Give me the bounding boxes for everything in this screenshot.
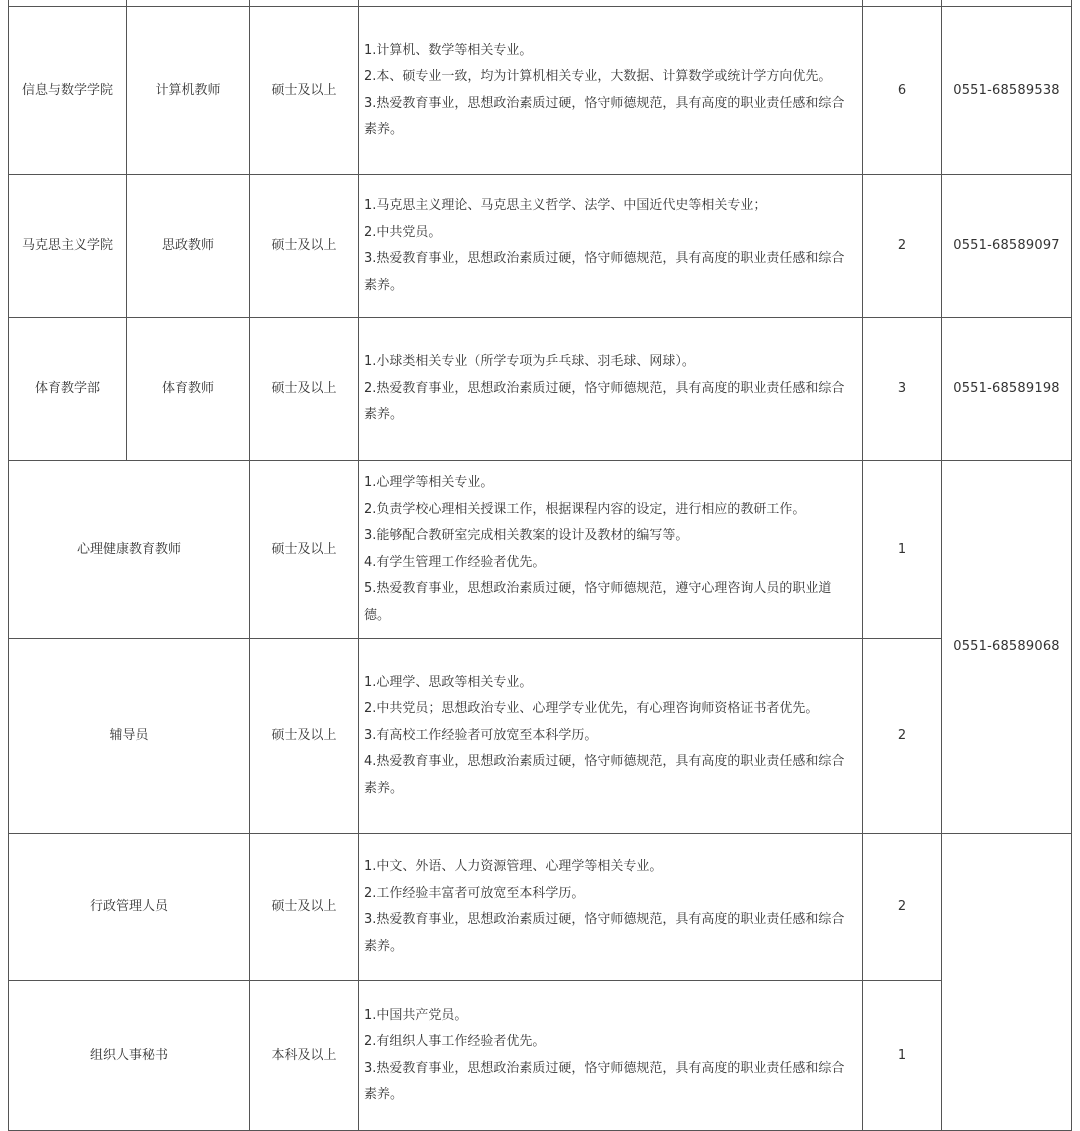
requirement-item: 3.热爱教育事业，思想政治素质过硬，恪守师德规范，具有高度的职业责任感和综合素养。 (364, 912, 845, 954)
requirements-cell (359, 7, 863, 175)
count-cell: 2 (863, 639, 942, 834)
requirements-cell (359, 639, 863, 834)
education-cell: 硕士及以上 (250, 834, 359, 981)
position-cell: 计算机教师 (127, 7, 250, 175)
requirement-item: 3.能够配合教研室完成相关教案的设计及教材的编写等。 (364, 528, 689, 543)
requirement-item: 1.心理学、思政等相关专业。 (364, 674, 533, 690)
phone-cell: 0551-68589198 (942, 318, 1072, 461)
table-row (9, 461, 1072, 639)
requirement-item: 2.有组织人事工作经验者优先。 (364, 1034, 546, 1049)
requirement-item: 2.工作经验丰富者可放宽至本科学历。 (364, 885, 585, 901)
count-cell: 2 (863, 175, 942, 318)
position-cell: 心理健康教育教师 (9, 461, 250, 639)
requirement-item: 2.中共党员；思想政治专业、心理学专业优先，有心理咨询师资格证书者优先。 (364, 701, 819, 717)
requirements-cell (359, 461, 863, 639)
education-cell: 本科及以上 (250, 981, 359, 1131)
requirement-item: 2.中共党员。 (364, 224, 442, 240)
table-row (9, 981, 1072, 1131)
dept-cell: 体育教学部 (9, 318, 127, 461)
table-row (9, 318, 1072, 461)
requirement-item: 4.热爱教育事业，思想政治素质过硬，恪守师德规范，具有高度的职业责任感和综合素养。 (364, 754, 845, 796)
position-cell: 思政教师 (127, 175, 250, 318)
recruitment-table (8, 0, 1072, 1131)
phone-cell: 0551-68589097 (942, 175, 1072, 318)
position-cell: 辅导员 (9, 639, 250, 834)
count-cell: 3 (863, 318, 942, 461)
requirement-item: 2.本、硕专业一致，均为计算机相关专业，大数据、计算数学或统计学方向优先。 (364, 69, 832, 84)
requirements-cell (359, 981, 863, 1131)
requirement-item: 1.马克思主义理论、马克思主义哲学、法学、中国近代史等相关专业； (364, 198, 767, 213)
requirement-item: 1.中文、外语、人力资源管理、心理学等相关专业。 (364, 859, 663, 874)
table-row (9, 639, 1072, 834)
requirement-item: 3.热爱教育事业，思想政治素质过硬，恪守师德规范，具有高度的职业责任感和综合素养。 (364, 95, 845, 137)
table-row (9, 175, 1072, 318)
education-cell: 硕士及以上 (250, 639, 359, 834)
requirement-item: 1.小球类相关专业（所学专项为乒乓球、羽毛球、网球）。 (364, 354, 695, 370)
phone-cell: 0551-68589538 (942, 7, 1072, 175)
requirement-item: 2.负责学校心理相关授课工作，根据课程内容的设定，进行相应的教研工作。 (364, 501, 806, 517)
requirement-item: 1.心理学等相关专业。 (364, 475, 494, 490)
position-cell: 行政管理人员 (9, 834, 250, 981)
dept-cell: 马克思主义学院 (9, 175, 127, 318)
requirement-item: 3.热爱教育事业，思想政治素质过硬，恪守师德规范，具有高度的职业责任感和综合素养。 (364, 1060, 845, 1102)
count-cell: 1 (863, 981, 942, 1131)
education-cell: 硕士及以上 (250, 461, 359, 639)
education-cell: 硕士及以上 (250, 7, 359, 175)
table-row (9, 7, 1072, 175)
position-cell: 体育教师 (127, 318, 250, 461)
requirement-item: 2.热爱教育事业，思想政治素质过硬，恪守师德规范，具有高度的职业责任感和综合素养。 (364, 380, 845, 423)
requirements-cell (359, 175, 863, 318)
requirement-item: 3.有高校工作经验者可放宽至本科学历。 (364, 727, 598, 743)
count-cell: 6 (863, 7, 942, 175)
requirement-item: 4.有学生管理工作经验者优先。 (364, 554, 546, 570)
requirement-item: 3.热爱教育事业，思想政治素质过硬，恪守师德规范，具有高度的职业责任感和综合素养。 (364, 251, 845, 293)
education-cell: 硕士及以上 (250, 318, 359, 461)
requirements-cell (359, 318, 863, 461)
position-cell: 组织人事秘书 (9, 981, 250, 1131)
table-row (9, 834, 1072, 981)
phone-cell (942, 834, 1072, 1131)
requirements-cell (359, 834, 863, 981)
count-cell: 2 (863, 834, 942, 981)
count-cell: 1 (863, 461, 942, 639)
requirement-item: 5.热爱教育事业，思想政治素质过硬，恪守师德规范，遵守心理咨询人员的职业道德。 (364, 581, 832, 623)
dept-cell: 信息与数学学院 (9, 7, 127, 175)
phone-cell: 0551-68589068 (942, 461, 1072, 834)
requirement-item: 1.计算机、数学等相关专业。 (364, 42, 533, 58)
requirement-item: 1.中国共产党员。 (364, 1007, 468, 1023)
education-cell: 硕士及以上 (250, 175, 359, 318)
